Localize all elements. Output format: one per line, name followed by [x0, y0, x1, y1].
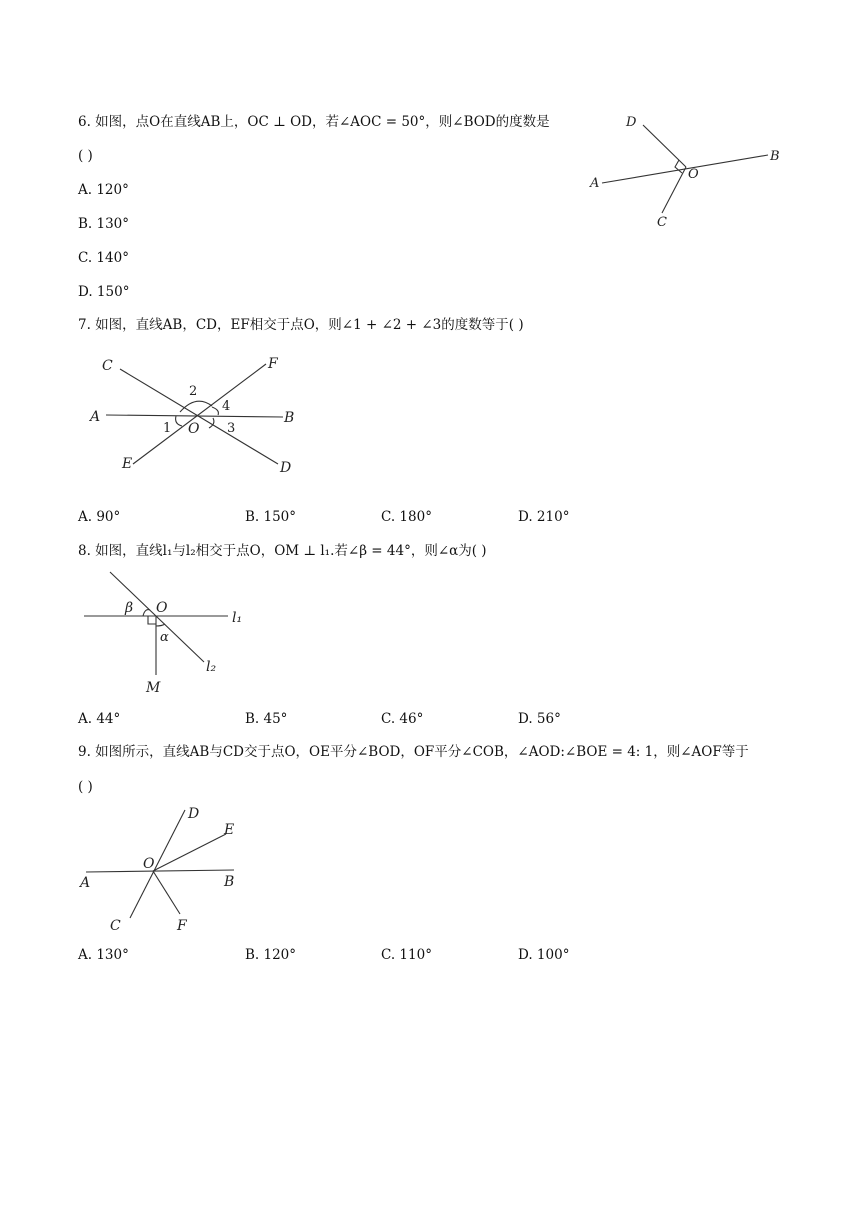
q7-label-f: F [268, 356, 278, 372]
q9-label-c: C [110, 918, 121, 934]
q9-stem: 9. 如图所示，直线AB与CD交于点O，OE平分∠BOD，OF平分∠COB，∠AOD:∠BOE = 4: 1，则∠AOF等于 [78, 744, 749, 760]
q8-option-b[interactable]: B. 45° [245, 711, 288, 727]
q6-paren: ( ) [78, 148, 93, 164]
q8-figure [82, 566, 262, 701]
q7-label-3: 3 [227, 421, 236, 436]
q8-option-d[interactable]: D. 56° [518, 711, 561, 727]
q7-label-2: 2 [189, 384, 198, 399]
q7-stem: 7. 如图，直线AB，CD，EF相交于点O，则∠1 + ∠2 + ∠3的度数等于( ) [78, 317, 524, 333]
q9-label-b: B [224, 874, 235, 890]
q7-line-ab [106, 415, 283, 417]
q8-stem: 8. 如图，直线l₁与l₂相交于点O，OM ⊥ l₁.若∠β = 44°，则∠α为( ) [78, 543, 487, 559]
q7-option-d[interactable]: D. 210° [518, 509, 570, 525]
q8-label-beta: β [125, 600, 134, 616]
q6-ray-oc [662, 167, 686, 213]
q8-line-l2 [110, 572, 204, 662]
q7-option-a[interactable]: A. 90° [78, 509, 121, 525]
q8-option-a[interactable]: A. 44° [78, 711, 121, 727]
q6-option-a[interactable]: A. 120° [78, 182, 129, 198]
q8-right-angle-mark [148, 616, 156, 624]
q7-label-d: D [280, 460, 292, 476]
q7-label-4: 4 [222, 399, 231, 414]
q7-label-1: 1 [163, 421, 172, 436]
q7-label-o: O [188, 421, 200, 437]
q6-stem: 6. 如图，点O在直线AB上，OC ⊥ OD，若∠AOC = 50°，则∠BOD的度数是 [78, 114, 550, 130]
q6-figure [580, 108, 790, 233]
q9-option-b[interactable]: B. 120° [245, 947, 297, 963]
q9-line-ab [86, 870, 234, 872]
q7-angle-1-arc [176, 416, 182, 426]
q6-label-o: O [688, 167, 699, 182]
q7-label-e: E [122, 456, 133, 472]
q7-angle-2-arc [180, 401, 212, 412]
q8-label-l1: l₁ [232, 610, 243, 626]
q8-label-m: M [146, 680, 161, 696]
q6-label-b: B [770, 149, 780, 164]
q9-label-o: O [143, 856, 155, 872]
q7-option-b[interactable]: B. 150° [245, 509, 297, 525]
q7-label-c: C [102, 358, 113, 374]
q6-label-d: D [626, 115, 637, 130]
q7-line-ef [133, 364, 266, 464]
q9-label-f: F [177, 918, 187, 934]
q6-option-d[interactable]: D. 150° [78, 284, 130, 300]
q6-option-c[interactable]: C. 140° [78, 250, 129, 266]
q7-label-b: B [284, 410, 295, 426]
q6-label-a: A [590, 176, 600, 191]
q8-label-l2: l₂ [206, 659, 217, 675]
q7-label-a: A [90, 409, 101, 425]
q9-label-d: D [188, 806, 200, 822]
q9-option-d[interactable]: D. 100° [518, 947, 570, 963]
q9-option-a[interactable]: A. 130° [78, 947, 129, 963]
q9-ray-of [153, 871, 180, 914]
q8-option-c[interactable]: C. 46° [381, 711, 424, 727]
q6-label-c: C [657, 215, 667, 230]
q8-label-o: O [156, 600, 168, 616]
q9-label-e: E [224, 822, 235, 838]
q6-option-b[interactable]: B. 130° [78, 216, 130, 232]
q9-figure [76, 802, 256, 937]
q9-option-c[interactable]: C. 110° [381, 947, 432, 963]
q7-angle-4-arc [212, 407, 218, 415]
q6-ray-od [643, 125, 686, 167]
q9-line-cd [130, 810, 185, 918]
q7-option-c[interactable]: C. 180° [381, 509, 432, 525]
q9-paren: ( ) [78, 779, 93, 795]
q8-angle-alpha-arc [156, 624, 165, 626]
q9-label-a: A [80, 875, 91, 891]
q8-label-alpha: α [160, 630, 169, 645]
q8-angle-beta-arc [143, 610, 150, 616]
q7-figure [88, 352, 308, 477]
